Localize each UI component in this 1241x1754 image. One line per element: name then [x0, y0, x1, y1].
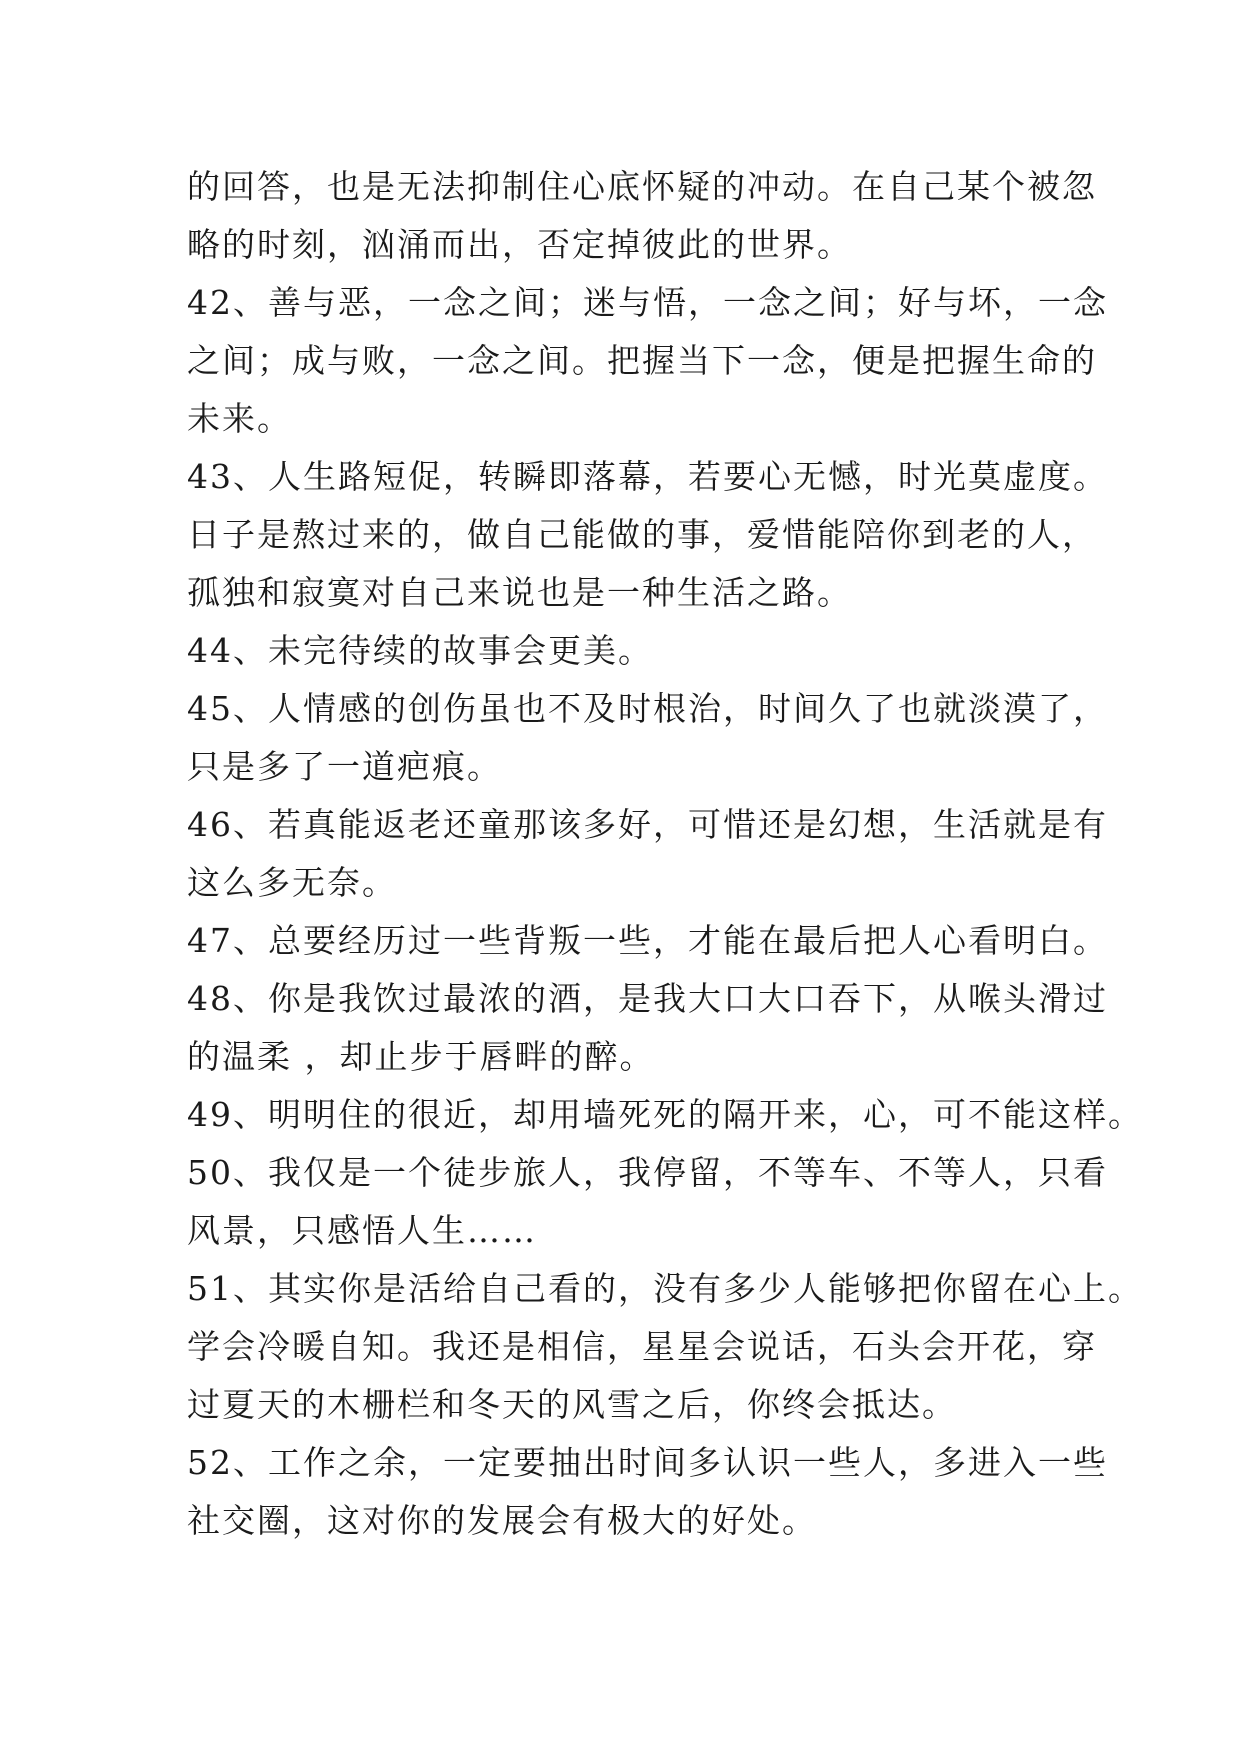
text-line: 这么多无奈。	[187, 863, 397, 902]
text-line: 的回答，也是无法抑制住心底怀疑的冲动。在自己某个被忽	[187, 167, 1097, 206]
text-line: 49、明明住的很近，却用墙死死的隔开来，心，可不能这样。	[187, 1095, 1143, 1134]
text-line: 44、未完待续的故事会更美。	[187, 631, 653, 670]
text-line: 48、你是我饮过最浓的酒，是我大口大口吞下，从喉头滑过	[187, 979, 1108, 1018]
text-line: 47、总要经历过一些背叛一些，才能在最后把人心看明白。	[187, 921, 1108, 960]
text-line: 的温柔 ，却止步于唇畔的醉。	[187, 1037, 655, 1076]
text-line: 只是多了一道疤痕。	[187, 747, 502, 786]
text-line: 51、其实你是活给自己看的，没有多少人能够把你留在心上。	[187, 1269, 1143, 1308]
text-line: 孤独和寂寞对自己来说也是一种生活之路。	[187, 573, 852, 612]
text-line: 50、我仅是一个徒步旅人，我停留，不等车、不等人，只看	[187, 1153, 1108, 1192]
text-line: 未来。	[187, 399, 292, 438]
text-line: 日子是熬过来的，做自己能做的事，爱惜能陪你到老的人，	[187, 515, 1097, 554]
text-line: 过夏天的木栅栏和冬天的风雪之后，你终会抵达。	[187, 1385, 957, 1424]
text-line: 46、若真能返老还童那该多好，可惜还是幻想，生活就是有	[187, 805, 1108, 844]
text-line: 45、人情感的创伤虽也不及时根治，时间久了也就淡漠了，	[187, 689, 1108, 728]
text-line: 43、人生路短促，转瞬即落幕，若要心无憾，时光莫虚度。	[187, 457, 1108, 496]
text-line: 学会冷暖自知。我还是相信，星星会说话，石头会开花，穿	[187, 1327, 1097, 1366]
text-line: 之间；成与败，一念之间。把握当下一念，便是把握生命的	[187, 341, 1097, 380]
text-line: 风景，只感悟人生……	[187, 1211, 537, 1250]
text-line: 社交圈，这对你的发展会有极大的好处。	[187, 1501, 817, 1540]
text-line: 42、善与恶，一念之间；迷与悟，一念之间；好与坏，一念	[187, 283, 1108, 322]
document-body	[187, 158, 1143, 1550]
text-line: 52、工作之余，一定要抽出时间多认识一些人，多进入一些	[187, 1443, 1108, 1482]
text-line: 略的时刻，汹涌而出，否定掉彼此的世界。	[187, 225, 852, 264]
